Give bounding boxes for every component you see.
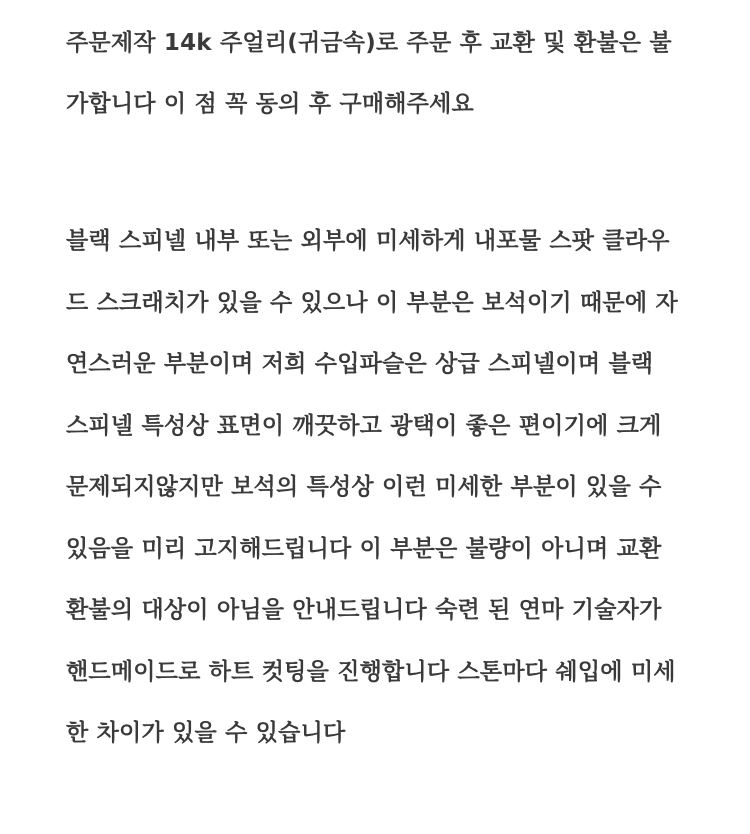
text-line: 환불의 대상이 아님을 안내드립니다 숙련 된 연마 기술자가	[66, 597, 662, 623]
text-line: 스피넬 특성상 표면이 깨끗하고 광택이 좋은 편이기에 크게	[66, 413, 662, 439]
text-line: 핸드메이드로 하트 컷팅을 진행합니다 스톤마다 쉐입에 미세	[66, 659, 676, 685]
text-line: 한 차이가 있을 수 있습니다	[66, 720, 346, 746]
text-line: 블랙 스피넬 내부 또는 외부에 미세하게 내포물 스팟 클라우	[66, 228, 670, 254]
text-line: 있음을 미리 고지해드립니다 이 부분은 불량이 아니며 교환	[66, 536, 662, 562]
text-line: 문제되지않지만 보석의 특성상 이런 미세한 부분이 있을 수	[66, 474, 662, 500]
text-line: 가합니다 이 점 꼭 동의 후 구매해주세요	[66, 91, 474, 117]
text-line: 연스러운 부분이며 저희 수입파슬은 상급 스피넬이며 블랙	[66, 351, 654, 377]
text-line: 주문제작 14k 주얼리(귀금속)로 주문 후 교환 및 환불은 불	[66, 30, 672, 56]
text-line: 드 스크래치가 있을 수 있으나 이 부분은 보석이기 때문에 자	[66, 290, 678, 316]
